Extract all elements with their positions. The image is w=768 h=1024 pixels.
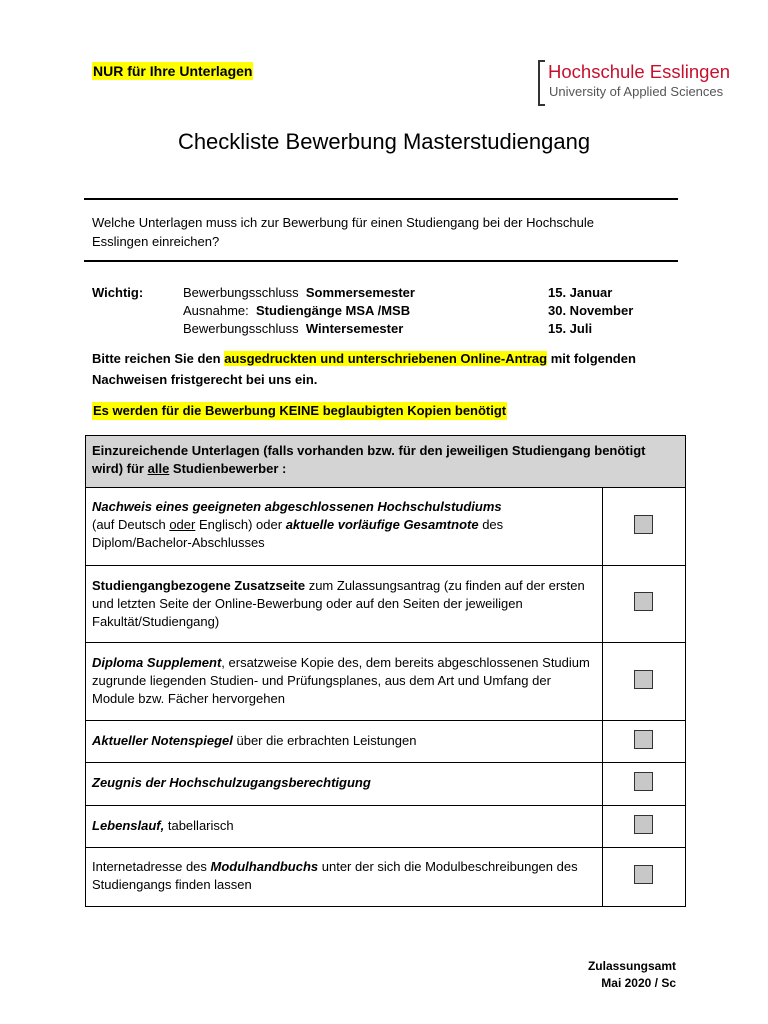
footer [588,958,676,992]
doc-cell [86,721,603,763]
note-label: NUR für Ihre Unterlagen [93,63,253,79]
doc-text: tabellarisch [164,818,234,833]
doc-text: des Diplom/Bachelor-Abschlusses [92,517,504,550]
deadline-winter [183,320,403,338]
table-header [86,436,686,488]
checkbox-cell [602,848,685,907]
logo-subtitle: University of Applied Sciences [549,84,724,99]
table-row [86,643,686,721]
no-copies-note: Es werden für die Bewerbung KEINE beglaubigten Kopien benötigt [93,403,507,418]
instruction-before: Bitte reichen Sie den [92,351,225,366]
doc-cell [86,488,603,566]
table-row [86,806,686,848]
doc-title: Zeugnis der Hochschulzugangsberechtigung [92,775,371,790]
doc-cell [86,643,603,721]
checkbox-supplement-page[interactable] [634,592,653,611]
doc-text: zum Zulassungsantrag (zu finden auf der ersten und letzten Seite der Online-Bewerbung oder auf den Seiten der jeweiligen Fakultät/Studiengang) [92,578,585,629]
header-text-underlined: alle [147,461,170,476]
checkbox-transcript[interactable] [634,730,653,749]
doc-title: Diploma Supplement [92,655,222,670]
doc-title: Aktueller Notenspiegel [92,733,233,748]
logo-bracket-icon [538,60,545,106]
checkbox-cell [602,566,685,643]
doc-cell [86,806,603,848]
checkbox-degree[interactable] [634,515,653,534]
deadline-prefix: Bewerbungsschluss [183,321,299,336]
deadline-prefix: Ausnahme: [183,303,249,318]
instruction-text [92,348,672,390]
doc-cell [86,763,603,806]
doc-text: (auf Deutsch [92,517,170,532]
deadline-term: Studiengänge MSA /MSB [256,303,411,318]
doc-cell [86,848,603,907]
checkbox-cv[interactable] [634,815,653,834]
table-row [86,566,686,643]
deadline-date-exception: 30. November [548,303,634,318]
doc-emphasis: aktuelle vorläufige Gesamtnote [285,517,479,532]
doc-cell [86,566,603,643]
instruction-highlight: ausgedruckten und unterschriebenen Online-Antrag [224,351,548,366]
doc-emphasis: Modulhandbuchs [210,859,319,874]
checklist-table [85,435,686,907]
doc-text-underlined: oder [169,517,196,532]
footer-office: Zulassungsamt [587,959,676,973]
table-row [86,721,686,763]
doc-title: Studiengangbezogene Zusatzseite [92,578,306,593]
intro-question: Welche Unterlagen muss ich zur Bewerbung für einen Studiengang bei der Hochschule Esslingen einreichen? [92,215,594,249]
page-title: Checkliste Bewerbung Masterstudiengang [177,129,591,154]
deadline-date-winter: 15. Juli [548,321,593,336]
doc-text: Englisch) oder [195,517,286,532]
doc-title: Lebenslauf, [92,818,165,833]
table-row [86,763,686,806]
checkbox-diploma-supplement[interactable] [634,670,653,689]
header-text-before: Einzureichende Unterlagen (falls vorhanden bzw. für den jeweiligen Studiengang benötigt wird) für [92,443,646,476]
divider-bottom [84,260,678,262]
doc-title: Nachweis eines geeigneten abgeschlossenen Hochschulstudiums [92,499,502,514]
checkbox-cell [602,806,685,848]
doc-text: unter der sich die Modulbeschreibungen des Studiengangs finden lassen [92,859,578,892]
checkbox-cell [602,763,685,806]
doc-text: Internetadresse des [92,859,211,874]
checkbox-module-handbook[interactable] [634,865,653,884]
footer-date: Mai 2020 / Sc [601,976,676,990]
deadline-term: Wintersemester [305,321,404,336]
checkbox-cell [602,488,685,566]
deadline-exception [183,302,410,320]
deadline-date-summer: 15. Januar [548,285,613,300]
header-text-after: Studienbewerber : [169,461,287,476]
table-row [86,848,686,907]
table-row [86,488,686,566]
checkbox-entrance-qualification[interactable] [634,772,653,791]
doc-text: , ersatzweise Kopie des, dem bereits abgeschlossenen Studium zugrunde liegenden Studien- und Prüfungsplanes, aus dem Art und Umfang der Module bzw. Fächer hervorgehen [92,655,590,706]
deadline-label: Wichtig: [92,285,144,300]
checkbox-cell [602,721,685,763]
table-header-row [86,436,686,488]
checkbox-cell [602,643,685,721]
divider-top [84,198,678,200]
doc-text: über die erbrachten Leistungen [232,733,417,748]
deadline-term: Sommersemester [305,285,415,300]
deadline-prefix: Bewerbungsschluss [183,285,299,300]
logo-name: Hochschule Esslingen [548,61,731,82]
instruction-after: mit folgenden Nachweisen fristgerecht bei uns ein. [92,351,636,387]
deadline-summer [183,284,415,302]
